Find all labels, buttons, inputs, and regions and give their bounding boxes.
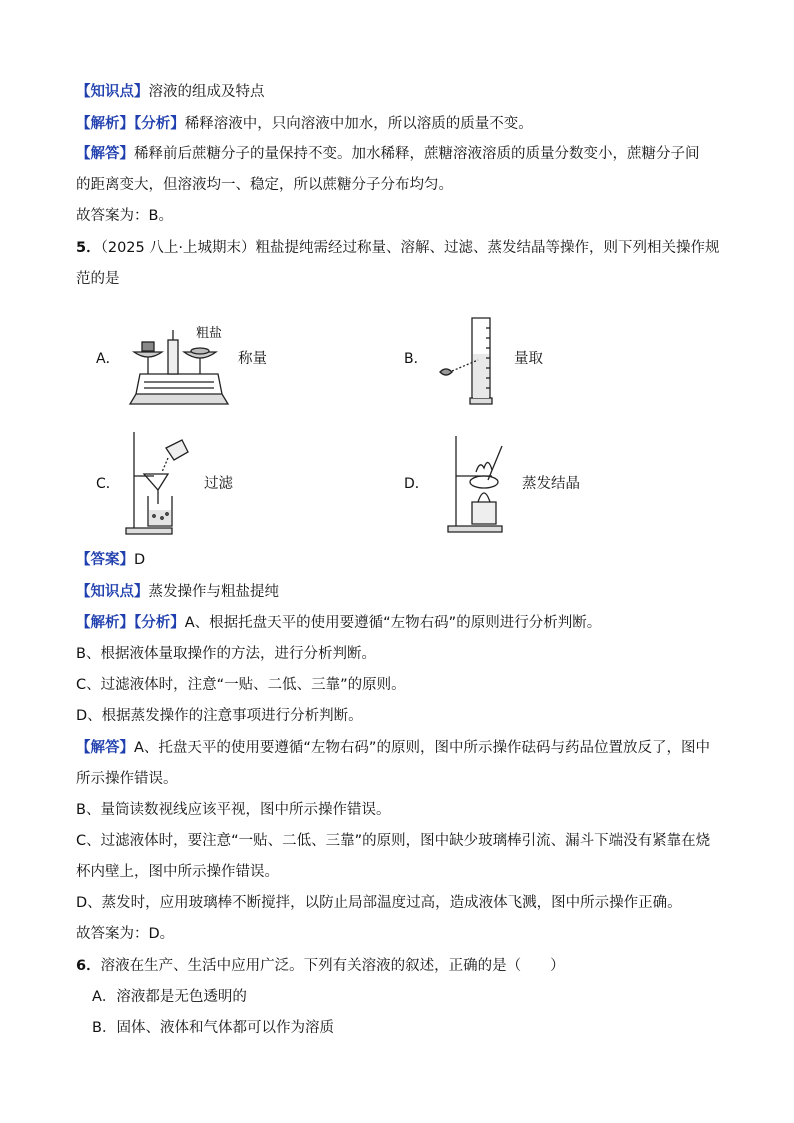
- question-6-number: 6．: [76, 958, 101, 974]
- analysis-sub-tag: 【分析】: [134, 116, 185, 132]
- question-6-stem: [76, 956, 565, 976]
- question-5-stem-1: 粗盐提纯需经过称量、溶解、过滤、蒸发结晶等操作，则下列相关操作规: [255, 240, 720, 256]
- question-6-option-a: A．溶液都是无色透明的: [92, 989, 247, 1005]
- question-5-number: 5．: [76, 240, 101, 256]
- analysis-sub-tag-2: 【分析】: [134, 615, 185, 631]
- graduated-cylinder-figure: [434, 314, 504, 406]
- analysis-line: [76, 114, 533, 134]
- question-6-option-b: B．固体、液体和气体都可以作为溶质: [92, 1020, 334, 1036]
- solution-item-b: B、量筒读数视线应该平视，图中所示操作错误。: [76, 802, 391, 818]
- knowledge-point-text-2: 蒸发操作与粗盐提纯: [148, 584, 279, 600]
- option-c-letter: C．: [96, 476, 120, 492]
- solution-item-c-2: 杯内壁上，图中所示操作错误。: [76, 864, 279, 880]
- evaporation-figure: [446, 432, 506, 532]
- solution-tag: 【解答】: [76, 146, 134, 162]
- salt-label: 粗盐: [196, 326, 223, 341]
- knowledge-point-tag: 【知识点】: [76, 84, 149, 100]
- solution-item-a-2: 所示操作错误。: [76, 771, 178, 787]
- answer-line: [76, 550, 145, 570]
- option-d-caption: 蒸发结晶: [522, 476, 580, 492]
- analysis-item-c: C、过滤液体时，注意“一贴、二低、三靠”的原则。: [76, 677, 406, 693]
- solution-line-2: [76, 738, 710, 758]
- option-b-caption: 量取: [514, 351, 543, 367]
- analysis-item-a: A、根据托盘天平的使用要遵循“左物右码”的原则进行分析判断。: [184, 615, 602, 631]
- question-6-text: 溶液在生产、生活中应用广泛。下列有关溶液的叙述，正确的是（ ）: [100, 958, 565, 974]
- filtration-figure: [124, 430, 200, 534]
- knowledge-point-tag-2: 【知识点】: [76, 584, 149, 600]
- option-d-letter: D．: [404, 476, 429, 492]
- solution-text-2: 的距离变大，但溶液均一、稳定，所以蔗糖分子分布均匀。: [76, 177, 453, 193]
- analysis-tag-2: 【解析】: [76, 615, 134, 631]
- question-5-stem-2: 范的是: [76, 271, 120, 287]
- analysis-item-d: D、根据蒸发操作的注意事项进行分析判断。: [76, 708, 363, 724]
- solution-line: [76, 144, 700, 164]
- answer-value: D: [134, 552, 146, 568]
- question-5-source: （2025 八上·上城期末）: [100, 240, 256, 256]
- final-answer-2: 故答案为：D。: [76, 926, 175, 942]
- solution-item-c-1: C、过滤液体时，要注意“一贴、二低、三靠”的原则，图中缺少玻璃棒引流、漏斗下端没有紧靠在烧: [76, 833, 711, 849]
- analysis-tag: 【解析】: [76, 116, 134, 132]
- analysis-text: 稀释溶液中，只向溶液中加水，所以溶质的质量不变。: [184, 116, 533, 132]
- solution-tag-2: 【解答】: [76, 740, 134, 756]
- final-answer-1: 故答案为：B。: [76, 208, 173, 224]
- option-c-caption: 过滤: [204, 476, 233, 492]
- knowledge-point-line-2: [76, 582, 279, 602]
- analysis-item-b: B、根据液体量取操作的方法，进行分析判断。: [76, 646, 376, 662]
- option-b-letter: B．: [404, 351, 428, 367]
- analysis-line-2: [76, 613, 601, 633]
- option-a-caption: 称量: [238, 351, 267, 367]
- question-5-stem: [76, 238, 719, 258]
- solution-text-1: 稀释前后蔗糖分子的量保持不变。加水稀释，蔗糖溶液溶质的质量分数变小，蔗糖分子间: [134, 146, 700, 162]
- option-a-letter: A．: [96, 351, 120, 367]
- answer-tag: 【答案】: [76, 552, 134, 568]
- knowledge-point-text: 溶液的组成及特点: [148, 84, 265, 100]
- solution-item-a-1: A、托盘天平的使用要遵循“左物右码”的原则，图中所示操作砝码与药品位置放反了，图中: [134, 740, 710, 756]
- solution-item-d: D、蒸发时，应用玻璃棒不断搅拌，以防止局部温度过高，造成液体飞溅，图中所示操作正确。: [76, 895, 682, 911]
- knowledge-point-line: [76, 82, 265, 102]
